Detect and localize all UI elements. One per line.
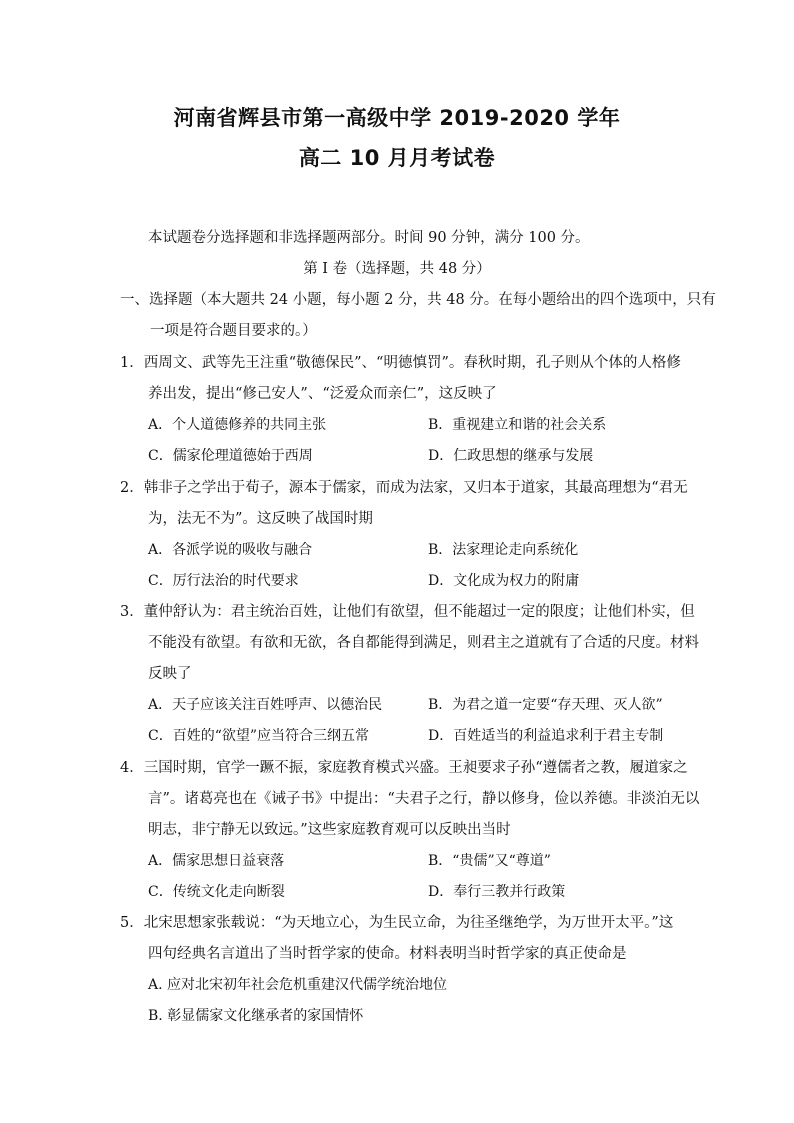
question-3-text: 3．董仲舒认为：君主统治百姓，让他们有欲望，但不能超过一定的限度；让他们朴实，但 <box>120 604 695 620</box>
question-2-text-cont: 为，法无不为”。这反映了战国时期 <box>148 511 373 527</box>
question-2-text: 2．韩非子之学出于荀子，源本于儒家，而成为法家，又归本于道家，其最高理想为“君无 <box>120 480 688 496</box>
question-1-text: 1．西周文、武等先王注重“敬德保民”、“明德慎罚”。春秋时期，孔子则从个体的人格修 <box>120 355 681 371</box>
exam-subtitle: 高二 10 月月考试卷 <box>298 146 496 170</box>
question-5-text: 5．北宋思想家张载说：“为天地立心，为生民立命，为往圣继绝学，为万世开太平。”这 <box>120 915 674 931</box>
question-2-option-d: D．文化成为权力的附庸 <box>428 573 580 589</box>
part-heading: 第 I 卷（选择题，共 48 分） <box>303 261 491 277</box>
question-1-option-d: D．仁政思想的继承与发展 <box>428 448 594 464</box>
question-5-text-cont: 四句经典名言道出了当时哲学家的使命。材料表明当时哲学家的真正使命是 <box>148 946 627 962</box>
exam-intro: 本试题卷分选择题和非选择题两部分。时间 90 分钟，满分 100 分。 <box>148 230 590 246</box>
question-3-text-cont: 不能没有欲望。有欲和无欲，各自都能得到满足，则君主之道就有了合适的尺度。材料 <box>148 635 699 651</box>
question-4-text-cont2: 明志，非宁静无以致远。”这些家庭教育观可以反映出当时 <box>148 822 511 838</box>
question-3-option-b: B．为君之道一定要“存天理、灭人欲” <box>428 697 663 713</box>
question-1-option-c: C．儒家伦理道德始于西周 <box>148 448 313 464</box>
question-5-option-b: B. 彰显儒家文化继承者的家国情怀 <box>148 1008 364 1024</box>
question-2-option-c: C．厉行法治的时代要求 <box>148 573 299 589</box>
section-heading-cont: 一项是符合题目要求的。） <box>150 323 317 339</box>
question-4-option-d: D．奉行三教并行政策 <box>428 884 566 900</box>
question-2-option-a: A．各派学说的吸收与融合 <box>148 542 313 558</box>
section-heading: 一、选择题（本大题共 24 小题，每小题 2 分，共 48 分。在每小题给出的四个选项中，只有 <box>120 292 716 308</box>
question-2-option-b: B．法家理论走向系统化 <box>428 542 579 558</box>
question-3-option-a: A．天子应该关注百姓呼声、以德治民 <box>148 697 383 713</box>
question-1-option-b: B．重视建立和谐的社会关系 <box>428 417 607 433</box>
question-4-text-cont: 言”。诸葛亮也在《诫子书》中提出：“夫君子之行，静以修身，俭以养德。非淡泊无以 <box>148 791 700 807</box>
question-4-option-c: C．传统文化走向断裂 <box>148 884 285 900</box>
question-1-option-a: A．个人道德修养的共同主张 <box>148 417 327 433</box>
question-3-option-c: C．百姓的“欲望”应当符合三纲五常 <box>148 728 370 744</box>
question-5-option-a: A. 应对北宋初年社会危机重建汉代儒学统治地位 <box>148 977 448 993</box>
question-3-text-cont2: 反映了 <box>148 666 192 682</box>
question-4-option-b: B．“贵儒”又“尊道” <box>428 853 551 869</box>
question-1-text-cont: 养出发，提出“修己安人”、“泛爱众而亲仁”，这反映了 <box>148 386 497 402</box>
question-4-text: 4．三国时期，官学一蹶不振，家庭教育模式兴盛。王昶要求子孙“遵儒者之教，履道家之 <box>120 760 688 776</box>
exam-title: 河南省辉县市第一高级中学 2019-2020 学年 <box>173 106 621 130</box>
question-4-option-a: A．儒家思想日益衰落 <box>148 853 285 869</box>
question-3-option-d: D．百姓适当的利益追求利于君主专制 <box>428 728 664 744</box>
